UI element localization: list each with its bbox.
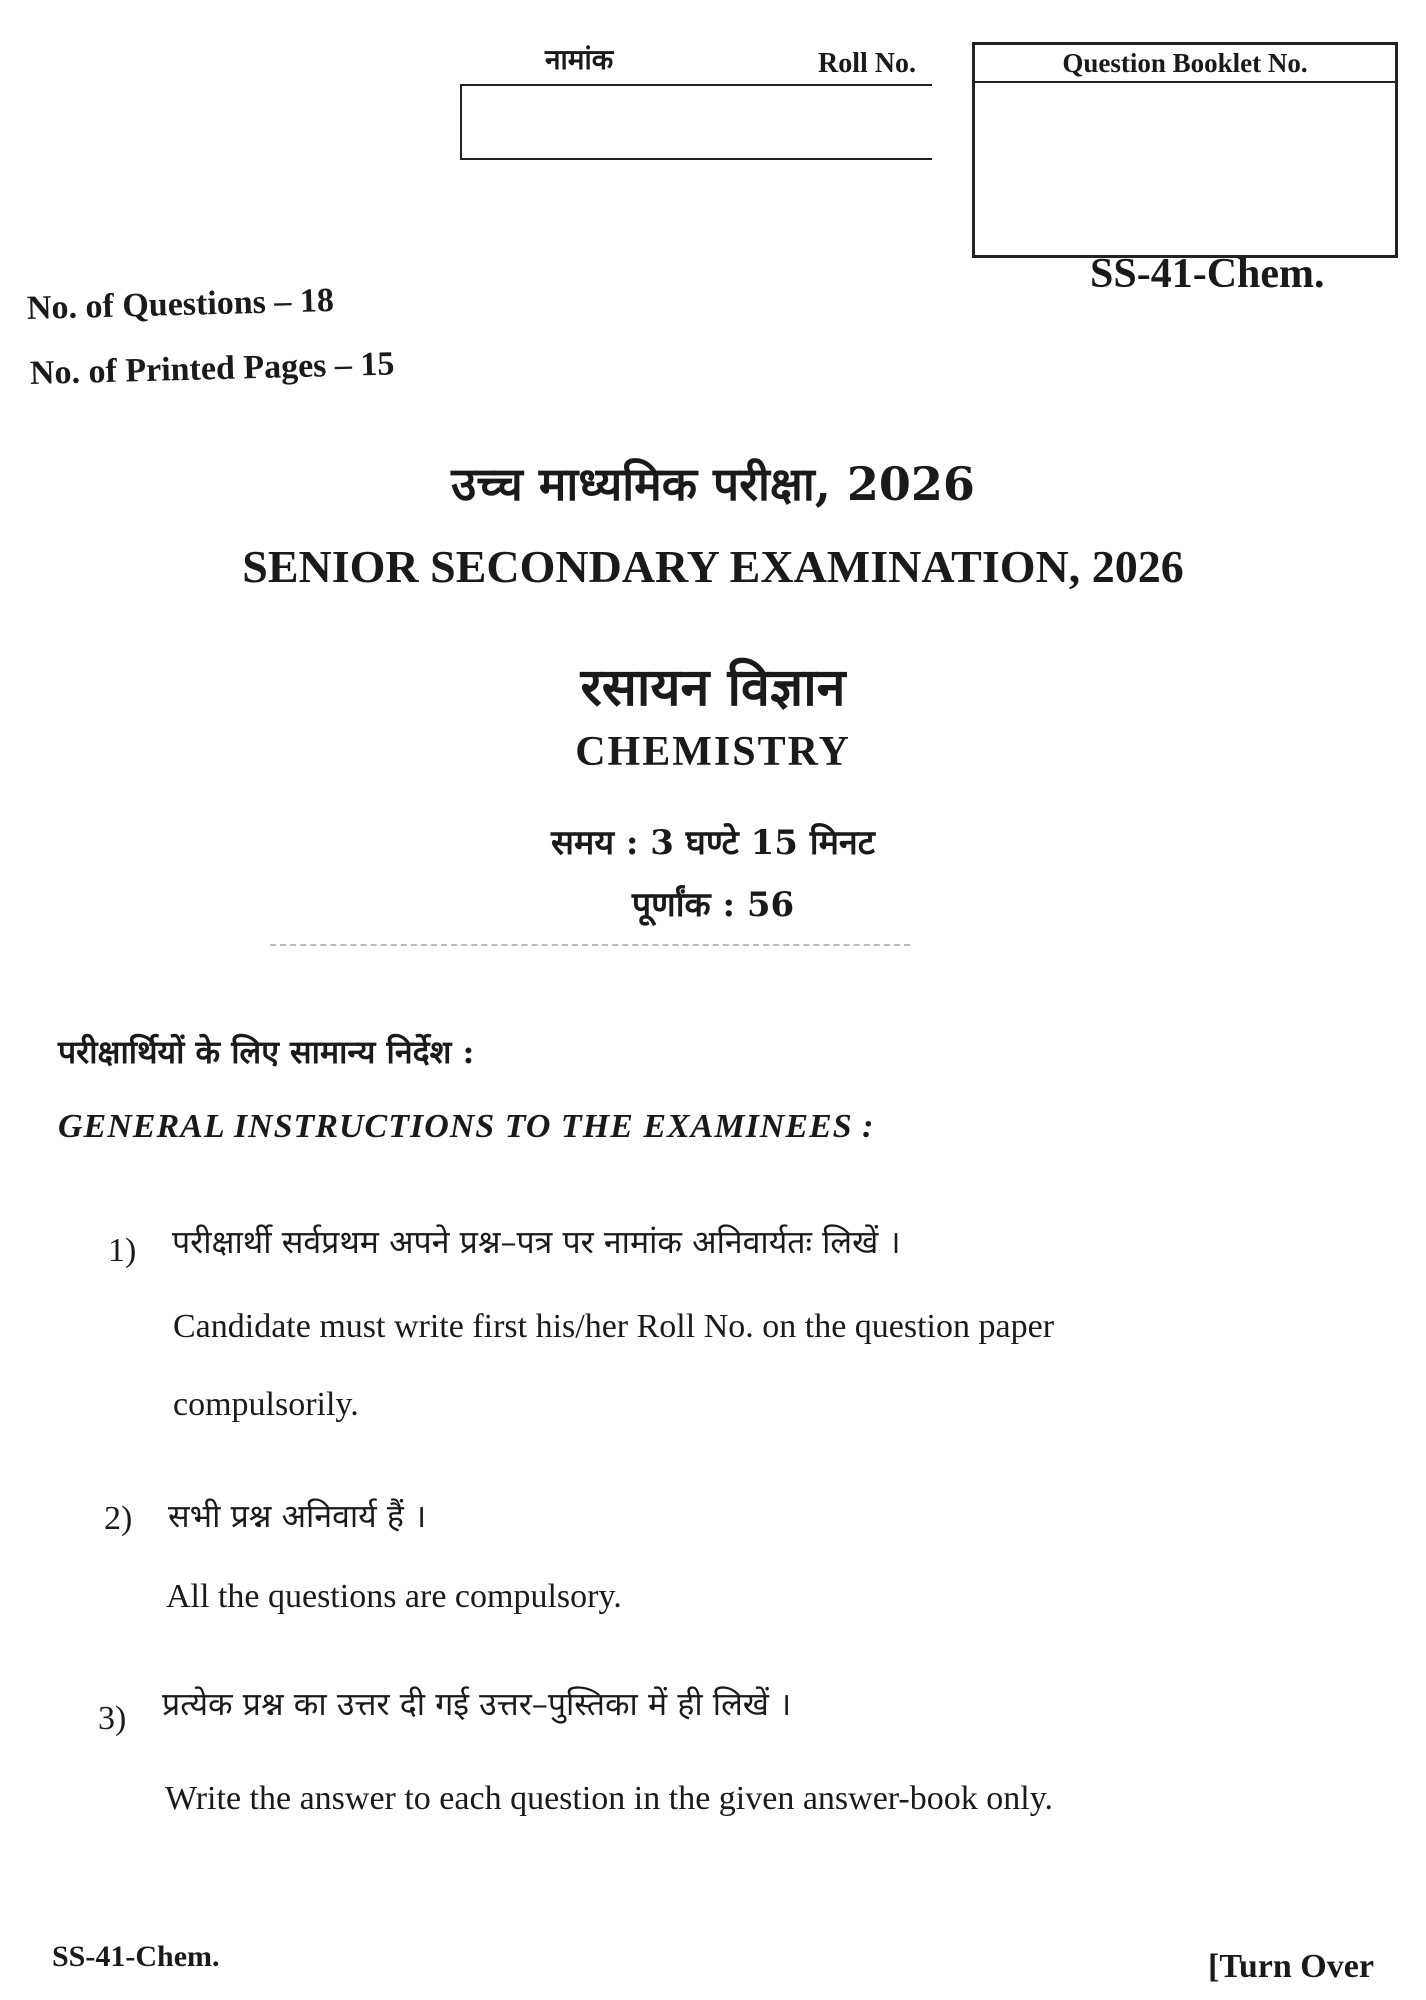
question-booklet-label: Question Booklet No. — [975, 45, 1395, 83]
number-of-questions: No. of Questions – 18 — [26, 281, 335, 327]
instruction-text-hindi: सभी प्रश्न अनिवार्य हैं । — [168, 1497, 427, 1535]
roll-number-label: Roll No. — [818, 48, 916, 79]
paper-code-footer: SS-41-Chem. — [52, 1940, 220, 1973]
subject-hindi: रसायन विज्ञान — [580, 657, 846, 718]
instructions-heading-hindi: परीक्षार्थियों के लिए सामान्य निर्देश : — [58, 1033, 475, 1071]
instruction-number: 3) — [98, 1700, 127, 1737]
instruction-text-english: Write the answer to each question in the given answer-book only. — [165, 1780, 1053, 1817]
instruction-number: 2) — [104, 1500, 133, 1537]
exam-duration: समय : 3 घण्टे 15 मिनट — [551, 823, 875, 863]
exam-title-hindi: उच्च माध्यमिक परीक्षा, 2026 — [451, 457, 975, 511]
separator-line — [270, 944, 910, 946]
question-booklet-box — [972, 42, 1398, 258]
number-of-printed-pages: No. of Printed Pages – 15 — [29, 345, 395, 392]
subject-english: CHEMISTRY — [575, 729, 851, 775]
instruction-number: 1) — [108, 1232, 137, 1269]
roll-number-label-hindi: नामांक — [545, 43, 614, 76]
exam-title-english: SENIOR SECONDARY EXAMINATION, 2026 — [242, 541, 1184, 592]
instruction-text-english-continued: compulsorily. — [173, 1386, 359, 1423]
maximum-marks: पूर्णांक : 56 — [631, 885, 795, 925]
turn-over-label: [Turn Over — [1208, 1948, 1374, 1985]
instruction-text-hindi: परीक्षार्थी सर्वप्रथम अपने प्रश्न–पत्र पर नामांक अनिवार्यतः लिखें । — [172, 1223, 901, 1261]
instruction-text-hindi: प्रत्येक प्रश्न का उत्तर दी गई उत्तर–पुस्तिका में ही लिखें । — [162, 1685, 792, 1723]
instruction-text-english: All the questions are compulsory. — [166, 1578, 622, 1615]
instruction-text-english: Candidate must write first his/her Roll No. on the question paper — [173, 1308, 1055, 1345]
instructions-heading-english: GENERAL INSTRUCTIONS TO THE EXAMINEES : — [58, 1108, 875, 1145]
paper-code-top: SS-41-Chem. — [1090, 251, 1325, 297]
roll-number-box — [460, 84, 932, 160]
